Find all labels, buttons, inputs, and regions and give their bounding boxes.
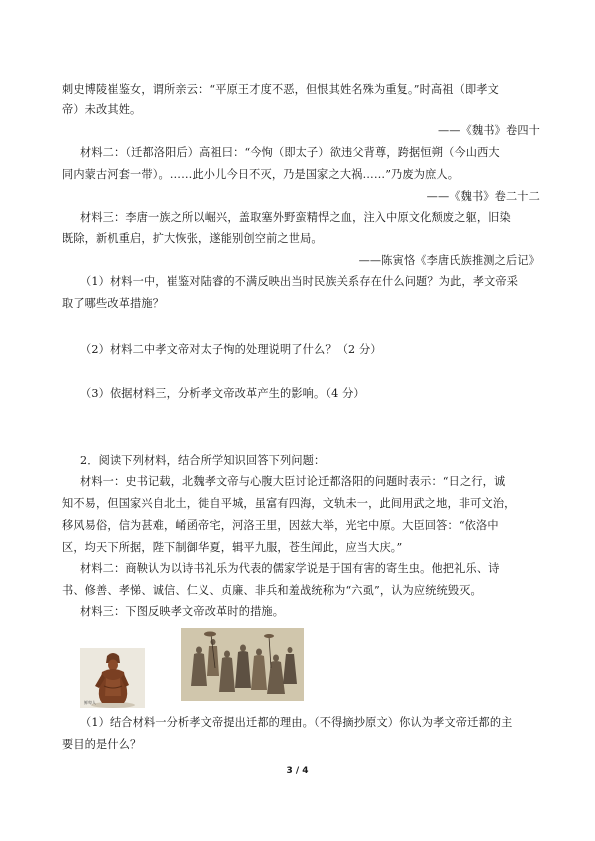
- text-line: 帝）未改其姓。: [62, 103, 142, 116]
- citation: ——《魏书》卷四十: [437, 124, 540, 137]
- text-line: 既除，新机重启，扩大恢张，遂能别创空前之世局。: [62, 232, 323, 245]
- question-2: （2）材料二中孝文帝对太子恂的处理说明了什么？（2 分）: [80, 343, 382, 356]
- text-line: 材料二：（迁都洛阳后）高祖曰：“今恂（即太子）欲违父背尊，跨据恒朔（今山西大: [80, 146, 500, 159]
- procession-painting: [181, 628, 304, 701]
- page-number: 3 / 4: [286, 766, 309, 776]
- citation: ——《魏书》卷二十二: [426, 190, 540, 203]
- text-line: 移风易俗，信为甚难，崤函帝宅，河洛王里，因兹大举，光宅中原。大臣回答：“依洛中: [62, 519, 499, 532]
- text-line: 同内蒙古河套一带）。……此小儿今日不灭，乃是国家之大祸……”乃废为庶人。: [62, 168, 460, 181]
- figurine-photo: [80, 648, 145, 708]
- text-line: 材料二：商鞅认为以诗书礼乐为代表的儒家学说是于国有害的寄生虫。他把礼乐、诗: [80, 562, 500, 575]
- text-line: 材料一：史书记载，北魏孝文帝与心腹大臣讨论迁都洛阳的问题时表示：“日之行，诚: [80, 475, 506, 488]
- question-1: （1）材料一中，崔鉴对陆睿的不满反映出当时民族关系存在什么问题？为此，孝文帝采: [80, 275, 519, 288]
- text-line: 取了哪些改革措施？: [62, 297, 165, 310]
- text-line: 区，均天下所据，陛下制御华夏，辑平九服，苍生闻此，应当大庆。”: [62, 541, 403, 554]
- figure-caption: 鲜卑人: [84, 700, 96, 705]
- text-line: 要目的是什么？: [62, 738, 142, 751]
- question-3: （3）依据材料三，分析孝文帝改革产生的影响。（4 分）: [80, 387, 365, 400]
- text-line: 材料三：李唐一族之所以崛兴，盖取塞外野蛮精悍之血，注入中原文化颓废之躯，旧染: [80, 211, 511, 224]
- section-heading: 2．阅读下列材料，结合所学知识回答下列问题：: [80, 454, 326, 467]
- text-line: 刺史博陵崔鉴女，谓所亲云：“平原王才度不恶，但恨其姓名殊为重复。”时高祖（即孝文: [62, 83, 499, 96]
- text-line: 材料三：下图反映孝文帝改革时的措施。: [80, 605, 285, 618]
- citation: ——陈寅恪《李唐氏族推测之后记》: [358, 254, 540, 267]
- text-line: 书、修善、孝悌、诚信、仁义、贞廉、非兵和羞战统称为“六虱”，认为应统统毁灭。: [62, 584, 482, 597]
- question-4: （1）结合材料一分析孝文帝提出迁都的理由。（不得摘抄原文）你认为孝文帝迁都的主: [80, 716, 513, 729]
- text-line: 知不易，但国家兴自北土，徙自平城，虽富有四海，文轨未一，此间用武之地，非可文治，: [62, 497, 516, 510]
